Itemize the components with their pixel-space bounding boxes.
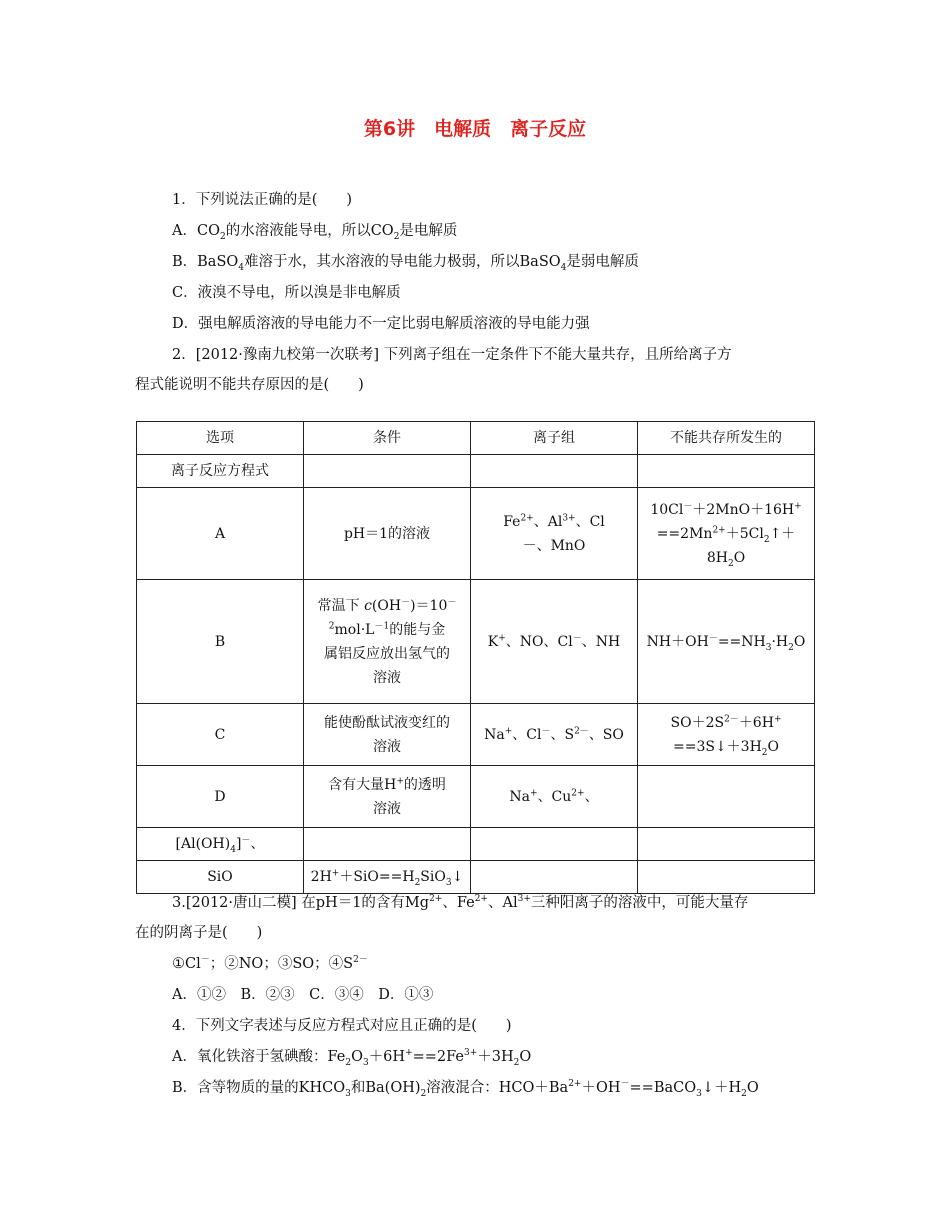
row-condition: pH＝1的溶液 <box>304 488 471 580</box>
table-row <box>137 766 815 828</box>
table-row <box>137 704 815 766</box>
row-ions: $Fe^{2+}$、$Al^{3+}$、Cl －、MnO <box>471 488 638 580</box>
row-label: C <box>137 704 304 766</box>
table-row <box>137 580 815 704</box>
row-condition: 能使酚酞试液变红的 溶液 <box>304 704 471 766</box>
row-cell: $[Al(OH)_4]^-$、 <box>137 828 304 861</box>
q1-option-c: C．液溴不导电，所以溴是非电解质 <box>172 285 401 301</box>
header-option: 选项 <box>137 422 304 455</box>
q4-option-b: B．含等物质的量的$KHCO_3$和$Ba(OH)_2$溶液混合：$HCO+Ba^{2+}+OH^-==BaCO_3↓+H_2O$ <box>172 1079 759 1099</box>
q1-option-d: D．强电解质溶液的导电能力不一定比弱电解质溶液的导电能力强 <box>172 316 590 332</box>
q4-stem: 4．下列文字表述与反应方程式对应且正确的是( ) <box>172 1018 512 1034</box>
row-ions: K+、NO、Cl－、NH <box>471 580 638 704</box>
q1-stem: 1．下列说法正确的是( ) <box>172 192 353 208</box>
q1-option-a: A．$CO_2$的水溶液能导电，所以$CO_2$是电解质 <box>172 223 458 242</box>
q2-stem-line1: 2．[2012·豫南九校第一次联考] 下列离子组在一定条件下不能大量共存，且所给离子方 <box>172 347 732 363</box>
table-row <box>137 861 815 894</box>
row-cell: $2H^++SiO==H_2SiO_3↓$ <box>304 861 471 894</box>
row-equation: 10Cl－＋2MnO＋16H+ $==2Mn^{2+}+5Cl_2↑+$ $8H_2O$ <box>638 488 815 580</box>
q4-option-a: A．氧化铁溶于氢碘酸：$Fe_2O_3+6H^+==2Fe^{3+}+3H_2O$ <box>172 1048 532 1068</box>
row-label: A <box>137 488 304 580</box>
header-equation: 不能共存所发生的 <box>638 422 815 455</box>
row-equation: $NH+OH^-==NH_3\cdot H_2O$ <box>638 580 815 704</box>
table-row <box>137 488 815 580</box>
table-header-row <box>137 422 815 455</box>
q3-options: A．①② B．②③ C．③④ D．①③ <box>172 987 434 1003</box>
row-cell: SiO <box>137 861 304 894</box>
header-equation-cont: 离子反应方程式 <box>137 455 304 488</box>
row-condition: 含有大量H+的透明 溶液 <box>304 766 471 828</box>
q3-stem-line2: 在的阴离子是( ) <box>135 925 263 941</box>
q2-stem-line2: 程式能说明不能共存原因的是( ) <box>135 377 364 393</box>
q1-option-b: B．BaSO$_4$难溶于水，其水溶液的导电能力极弱，所以BaSO$_4$是弱电解质 <box>172 254 639 273</box>
row-label: B <box>137 580 304 704</box>
q3-items: ①Cl－；②NO；③SO；$④S^{2-}$ <box>172 955 368 972</box>
q3-stem-line1: 3.[2012·唐山二模] 在pH＝1的含有$Mg^{2+}$、$Fe^{2+}$、$Al^{3+}$三种阳离子的溶液中，可能大量存 <box>172 894 749 911</box>
table-row <box>137 828 815 861</box>
table-header-row-2 <box>137 455 815 488</box>
row-ions: Na+、$Cu^{2+}$、 <box>471 766 638 828</box>
row-ions: Na+、Cl－、$S^{2-}$、SO <box>471 704 638 766</box>
header-condition: 条件 <box>304 422 471 455</box>
page-title: 第6讲 电解质 离子反应 <box>363 118 587 140</box>
row-label: D <box>137 766 304 828</box>
q2-table <box>136 421 815 894</box>
row-equation: $SO+2S^{2-}+6H^+$ $==3S↓+3H_2O$ <box>638 704 815 766</box>
row-condition: 常温下 c(OH－)＝10－ $^2mol\cdot L^{-1}$的能与金 属铝反应放出氢气的 溶液 <box>304 580 471 704</box>
header-ions: 离子组 <box>471 422 638 455</box>
